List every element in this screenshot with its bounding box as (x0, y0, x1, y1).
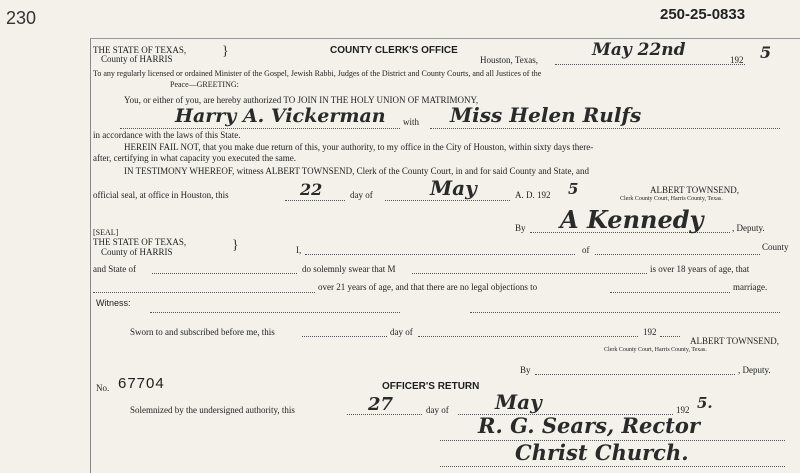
state-line: THE STATE OF TEXAS, (93, 45, 187, 55)
swear-text: do solemnly swear that M (302, 264, 396, 274)
groom-name: Harry A. Vickerman (175, 105, 386, 127)
day-of-label: day of (426, 405, 449, 415)
ad-year: 5 (568, 180, 579, 198)
deputy-signature: A Kennedy (560, 205, 704, 234)
license-month: May (430, 176, 477, 200)
by-label: By (515, 223, 526, 233)
greeting-text-2: Peace—GREETING: (170, 80, 239, 89)
county-line: County of HARRIS (101, 54, 173, 64)
brace-icon: } (232, 238, 239, 253)
return-title: OFFICER'S RETURN (382, 381, 480, 392)
authorize-text: You, or either of you, are hereby authorized TO JOIN IN THE HOLY UNION OF MATRIMONY, (124, 95, 479, 105)
license-year: 5 (760, 43, 772, 62)
year-prefix: 192 (730, 55, 744, 65)
license-number: 67704 (118, 375, 165, 392)
sworn-text: Sworn to and subscribed before me, this (130, 327, 275, 337)
page-left-edge (90, 38, 91, 473)
church-signature: Christ Church. (515, 440, 689, 465)
witness-label: Witness: (96, 298, 131, 308)
bride-name: Miss Helen Rulfs (450, 103, 642, 127)
office-title: COUNTY CLERK'S OFFICE (330, 45, 458, 56)
by-label: By (520, 365, 531, 375)
accordance-text: in accordance with the laws of this State. (93, 130, 241, 140)
page-top-edge (90, 38, 800, 39)
with-label: with (403, 117, 420, 127)
seal-label: [SEAL] (93, 228, 119, 237)
deputy-label: , Deputy. (732, 223, 765, 233)
return-day: 27 (368, 394, 394, 415)
herein-text: HEREIN FAIL NOT, that you make due return of this, your authority, to my office in the City of Houston, within sixty days there- (124, 142, 594, 152)
clerk-name: ALBERT TOWNSEND, (690, 336, 779, 346)
brace-icon: } (222, 44, 229, 59)
county-label: County (762, 242, 789, 252)
license-day: 22 (300, 180, 323, 199)
i-label: I, (296, 245, 302, 255)
license-date: May 22nd (592, 40, 686, 60)
herein-text-2: after, certifying in what capacity you executed the same. (93, 153, 297, 163)
and-state-label: and State of (93, 264, 136, 274)
testimony-text: IN TESTIMONY WHEREOF, witness ALBERT TOWNSEND, Clerk of the County Court, in and for said County and State, and (124, 166, 590, 176)
greeting-text: To any regularly licensed or ordained Minister of the Gospel, Jewish Rabbi, Judges of the District and County Courts, and all Justices of the (93, 69, 542, 78)
year-prefix: 192 (643, 327, 657, 337)
county-line: County of HARRIS (101, 247, 173, 257)
place-label: Houston, Texas, (480, 55, 538, 65)
day-of-label: day of (390, 327, 413, 337)
deputy-label: , Deputy. (738, 365, 771, 375)
clerk-title: Clerk County Court, Harris County, Texas. (604, 347, 707, 353)
testimony-prefix: official seal, at office in Houston, this (93, 190, 229, 200)
year-prefix: 192 (676, 405, 690, 415)
solemnized-text: Solemnized by the undersigned authority, this (130, 405, 295, 415)
record-number: 250-25-0833 (660, 6, 746, 23)
page-number: 230 (6, 8, 37, 28)
clerk-title: Clerk County Court, Harris County, Texas. (620, 196, 723, 202)
number-label: No. (96, 383, 110, 393)
return-month: May (495, 390, 542, 414)
over21-text: over 21 years of age, and that there are no legal objections to (318, 282, 538, 292)
officiant-signature: R. G. Sears, Rector (478, 413, 700, 438)
over18-text: is over 18 years of age, that (650, 264, 750, 274)
clerk-name: ALBERT TOWNSEND, (650, 185, 739, 195)
day-of-label: day of (350, 190, 373, 200)
return-year: 5. (697, 394, 713, 412)
marriage-label: marriage. (733, 282, 768, 292)
ad-label: A. D. 192 (515, 190, 551, 200)
state-line: THE STATE OF TEXAS, (93, 237, 187, 247)
of-label: of (582, 245, 590, 255)
